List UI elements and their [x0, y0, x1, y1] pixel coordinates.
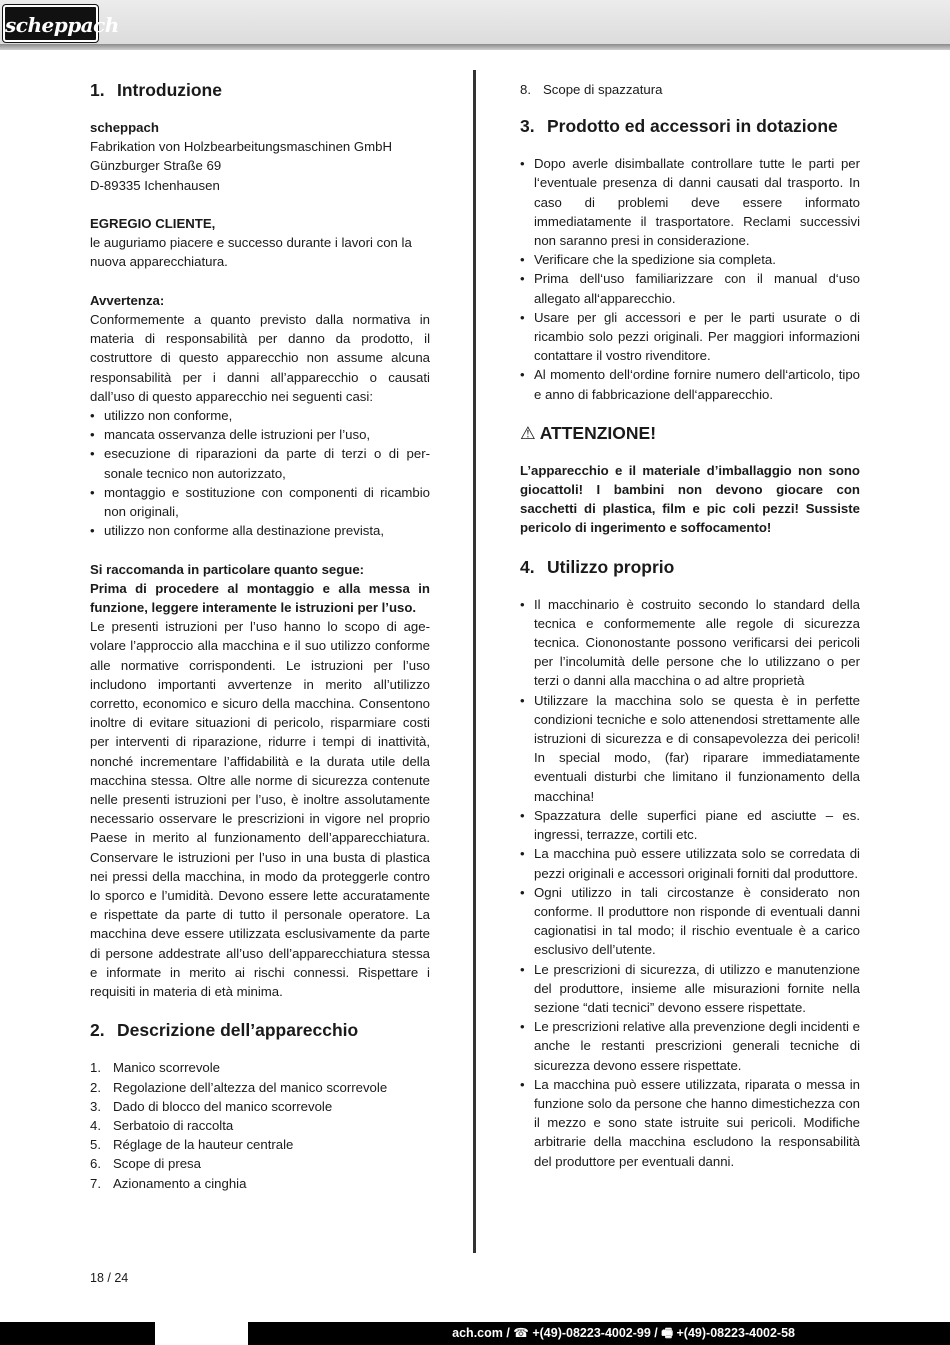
attention-heading: ⚠ ATTENZIONE!: [520, 422, 657, 443]
list-item: 3. Dado di blocco del manico scorrevole: [90, 1098, 333, 1114]
list-item: • Spazzatura delle superfici piane ed asciutte – es. ingressi, terrazze, cortili etc.: [520, 806, 860, 844]
address-line-3: D-89335 Ichenhausen: [90, 177, 220, 193]
list-item: • Il macchinario è costruito secondo lo standard della tecnica e conformemente alle regole di sicurezza tecnica. Ciononostante possono verificarsi dei pericoli per l’incolumità delle persone che lo utilizzano o per terzi o danni alla macchina o ad altre proprietà: [520, 595, 860, 691]
list-item: • Al momento dell‘ordine fornire numero dell‘articolo, tipo e anno di fabbricazione dell‘apparecchio.: [520, 365, 860, 403]
introduction-body: Le presenti istruzioni per l’uso hanno lo scopo di agevolare l’approccio alla macchina e il suo utilizzo conforme alle normative corrispondenti. Le istruzioni per l’uso includono importanti avvertenze in merito all’utilizzo corretto, economico e sicuro della macchina. Consentono inoltre di evitare situazioni di pericolo, risparmiare costi per interventi di riparazione, ridurre i tempi di inattività, nonché incrementare l’affidabilità e la durata utile della macchina stessa. Oltre alle norme di sicurezza contenute nelle presenti istruzioni per l’uso, è inoltre assolutamente necessario osservare le prescrizioni in vigore nel proprio Paese in merito al funzionamento dell’apparecchiatura. Conservare le istruzioni per l’uso in una busta di plastica nei pressi della macchina, in modo da proteggerle contro lo sporco e l’umidità. Devono essere lette accuratamente e rispettate da parte di tutto il personale operatore. La macchina deve essere utilizzata esclusivamente da parte di persone addestrate all’uso dell’apparecchiatura stessa e informate in merito ai rischi connessi. Rispettare i requisiti in materia di età minima.: [90, 619, 430, 1000]
greeting-title: EGREGIO CLIENTE,: [90, 216, 216, 231]
column-divider: [473, 70, 476, 1253]
footer-contact: ach.com / ☎ +(49)-08223-4002-99 / 🖷 +(49)-08223-4002-58: [452, 1326, 795, 1340]
list-item: • Prima dell‘uso familiarizzare con il manual d‘uso allegato all‘apparecchio.: [520, 269, 860, 307]
greeting-text: le auguriamo piacere e successo durante i lavori con la nuova apparecchiatura.: [90, 235, 412, 270]
list-item: 8. Scope di spazzatura: [520, 82, 663, 97]
list-item: 7. Azionamento a cinghia: [90, 1175, 247, 1191]
list-item: • montaggio e sostituzione con componenti di ricambio non originali,: [90, 483, 430, 521]
left-column: [90, 78, 430, 1193]
page-header: [0, 0, 950, 44]
list-item: 4. Serbatoio di raccolta: [90, 1117, 234, 1133]
list-item: • Le prescrizioni relative alla prevenzione degli incidenti e anche le restanti prescrizioni generali tecniche di sicurezza devono essere rispettate.: [520, 1017, 860, 1075]
list-item: 5. Réglage de la hauteur centrale: [90, 1137, 294, 1153]
page-number: 18 / 24: [90, 1271, 129, 1285]
delivery-list: [520, 154, 860, 404]
warning-text: Conformemente a quanto previsto dalla normativa in materia di responsabilità per danno da prodotto, il costruttore di questo apparecchio non assume alcuna responsabilità per i danni all’apparecchio o causati dall’uso di questo apparecchio nei seguenti casi:: [90, 312, 430, 404]
warning-triangle-icon: ⚠: [520, 422, 536, 443]
list-item: 6. Scope di presa: [90, 1156, 201, 1172]
warning-list: [90, 406, 430, 540]
list-item: • Verificare che la spedizione sia completa.: [520, 250, 860, 269]
list-item: 2. Regolazione dell’altezza del manico scorrevole: [90, 1079, 388, 1095]
recommendation-title: Si raccomanda in particolare quanto segue:: [90, 561, 365, 577]
list-item: • Utilizzare la macchina solo se questa è in perfette condizioni tecniche e solo attenendosi strettamente alle istruzioni di sicurezza e di consapevolezza dei pericoli! In special modo, (far) riparare immediatamente eventuali disturbi che limitano il funzionamento della macchina!: [520, 691, 860, 806]
scheppach-logo: scheppach: [3, 5, 98, 42]
section-1-heading: 1. Introduzione: [90, 80, 222, 100]
recommendation-text: Prima di procedere al montaggio e alla messa in funzione, leggere interamente le istruzioni per l’uso.: [90, 580, 430, 616]
list-item: • La macchina può essere utilizzata, riparata o messa in funzione solo da persone che hanno dimestichezza con il mezzo e sono state istruite sui pericoli. Modifiche arbitrarie della macchina escludono la responsabilità del produttore per eventuali danni.: [520, 1075, 860, 1171]
section-3-heading: 3. Prodotto ed accessori in dotazione: [520, 116, 838, 137]
list-item: • utilizzo non conforme,: [90, 406, 430, 425]
section-2-heading: 2. Descrizione dell’apparecchio: [90, 1020, 359, 1041]
header-rule: [0, 44, 950, 50]
section-4-heading: 4. Utilizzo proprio: [520, 556, 675, 577]
company-name: scheppach: [90, 120, 159, 135]
right-column: [520, 80, 860, 1171]
attention-text: L’apparecchio e il materiale d’imballaggio non sono giocattoli! I bambini non devono giocare con sacchetti di plastica, film e pic coli pezzi! Sussiste pericolo di ingerimento e soffocamento!: [520, 462, 860, 536]
list-item: • La macchina può essere utilizzata solo se corredata di pezzi originali e accessori originali forniti dal produttore.: [520, 844, 860, 882]
warning-title: Avvertenza:: [90, 292, 165, 308]
address-line-1: Fabrikation von Holzbearbeitungsmaschinen GmbH: [90, 139, 392, 155]
list-item: • Usare per gli accessori e per le parti usurate o di ricambio solo pezzi originali. Per maggiori informazioni contattare il vostro rivenditore.: [520, 308, 860, 366]
list-item: • Le prescrizioni di sicurezza, di utilizzo e manutenzione del produttore, insieme alle misurazioni fornite nella sezione “dati tecnici” devono essere rispettate.: [520, 960, 860, 1018]
parts-list: [90, 1058, 430, 1192]
address-line-2: Günzburger Straße 69: [90, 158, 222, 174]
list-item: 1. Manico scorrevole: [90, 1060, 221, 1076]
intended-use-list: [520, 595, 860, 1171]
list-item: • Ogni utilizzo in tali circostanze è considerato non conforme. Il produttore non risponde di eventuali danni cagionatisi in tal modo; il rischio eventuale è a carico esclusivo dell’utente.: [520, 883, 860, 960]
list-item: • utilizzo non conforme alla destinazione prevista,: [90, 521, 430, 540]
list-item: • mancata osservanza delle istruzioni per l’uso,: [90, 425, 430, 444]
footer-white-block: [155, 1322, 248, 1345]
list-item: • esecuzione di riparazioni da parte di terzi o di personale tecnico non autorizzato,: [90, 444, 430, 482]
list-item: • Dopo averle disimballate controllare tutte le parti per l‘eventuale presenza di danni causati dal trasporto. In caso di problemi deve essere informato immediatamente il trasportatore. Reclami successivi non saranno presi in considerazione.: [520, 154, 860, 250]
